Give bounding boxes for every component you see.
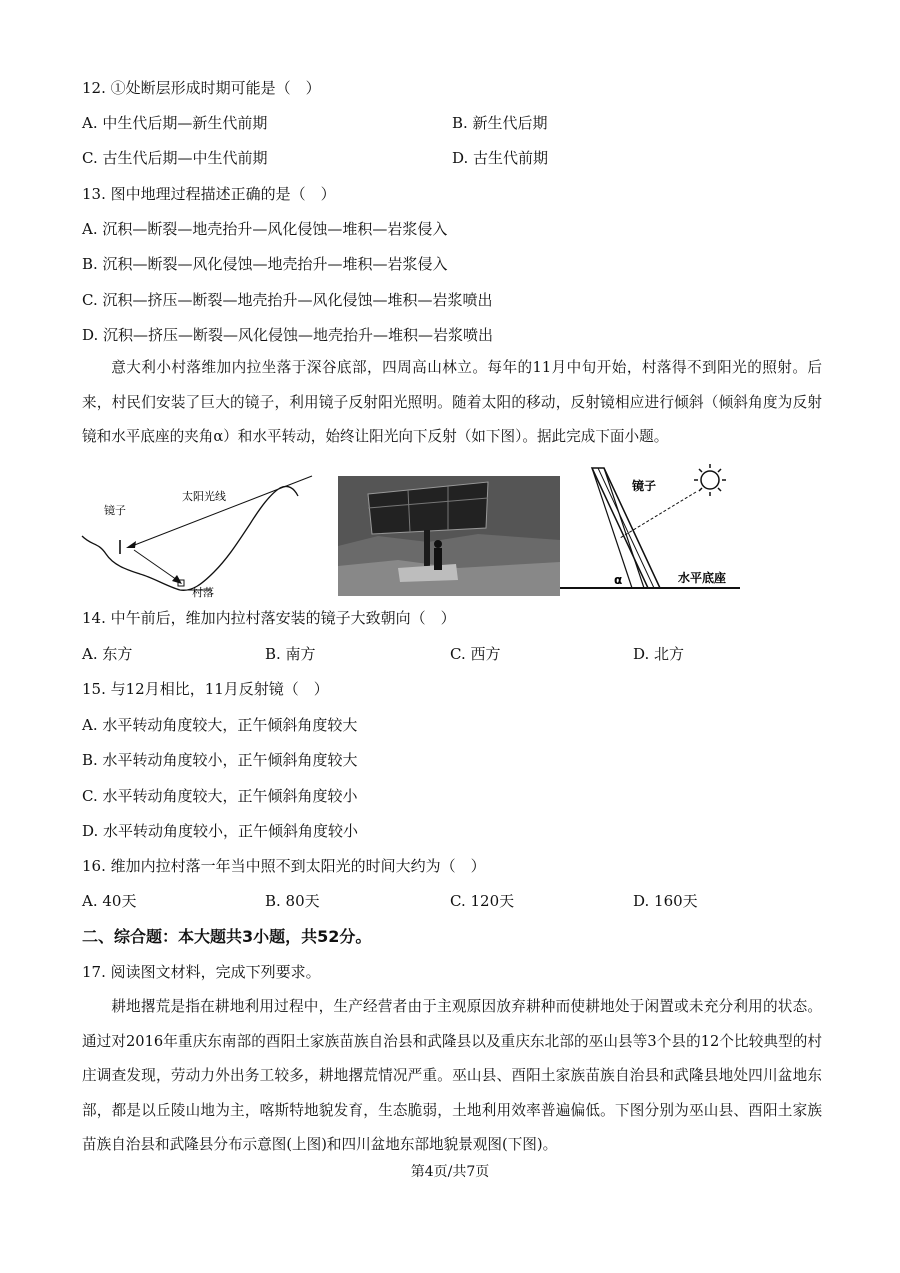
q15-option-c: C. 水平转动角度较大，正午倾斜角度较小 (82, 787, 358, 805)
q13-option-d: D. 沉积—挤压—断裂—风化侵蚀—地壳抬升—堆积—岩浆喷出 (82, 326, 494, 344)
section-heading: 二、综合题：本大题共3小题，共52分。 (82, 927, 372, 946)
q16-stem: 16. 维加内拉村落一年当中照不到太阳光的时间大约为（ ） (82, 857, 486, 875)
sun-ray-label: 太阳光线 (182, 490, 226, 503)
q15-option-d: D. 水平转动角度较小，正午倾斜角度较小 (82, 822, 359, 840)
mirror-photo (338, 476, 560, 596)
q13-stem: 13. 图中地理过程描述正确的是（ ） (82, 185, 336, 203)
q16-option-c: C. 120天 (450, 892, 515, 910)
q13-option-c: C. 沉积—挤压—断裂—地壳抬升—风化侵蚀—堆积—岩浆喷出 (82, 291, 493, 309)
village-label: 村落 (192, 586, 214, 599)
q17-stem: 17. 阅读图文材料，完成下列要求。 (82, 963, 321, 981)
q17-passage: 耕地撂荒是指在耕地利用过程中，生产经营者由于主观原因放弃耕种而使耕地处于闲置或未充分利用的状态。通过对2016年重庆东南部的酉阳土家族苗族自治县和武隆县以及重庆东北部的巫山县等3个县的12个比较典型的村庄调查发现，劳动力外出务工较多，耕地撂荒情况严重。巫山县、酉阳土家族苗族自治县和武隆县地处四川盆地东部，都是以丘陵山地为主，喀斯特地貌发育，生态脆弱，土地利用效率普遍偏低。下图分别为巫山县、酉阳土家族苗族自治县和武隆县分布示意图(上图)和四川盆地东部地貌景观图(下图)。 (82, 998, 822, 1153)
q14-option-b: B. 南方 (265, 645, 316, 663)
q13-option-b: B. 沉积—断裂—风化侵蚀—地壳抬升—堆积—岩浆侵入 (82, 255, 448, 273)
page-footer: 第4页/共7页 (410, 1164, 490, 1180)
alpha-label: α (614, 573, 623, 587)
q12-option-b: B. 新生代后期 (452, 114, 548, 132)
q14-stem: 14. 中午前后，维加内拉村落安装的镜子大致朝向（ ） (82, 609, 456, 627)
horizontal-base-label: 水平底座 (678, 571, 727, 585)
q15-stem: 15. 与12月相比，11月反射镜（ ） (82, 680, 329, 698)
mirror-passage: 意大利小村落维加内拉坐落于深谷底部，四周高山林立。每年的11月中旬开始，村落得不到阳光的照射。后来，村民们安装了巨大的镜子，利用镜子反射阳光照明。随着太阳的移动，反射镜相应进行倾斜（倾斜角度为反射镜和水平底座的夹角α）和水平转动，始终让阳光向下反射（如下图）。据此完成下面小题。 (82, 359, 822, 445)
q16-option-d: D. 160天 (633, 892, 698, 910)
diagram-mirror-label: 镜子 (632, 479, 657, 493)
q12-option-c: C. 古生代后期—中生代前期 (82, 149, 268, 167)
mirror-label: 镜子 (104, 504, 126, 517)
q15-option-a: A. 水平转动角度较大，正午倾斜角度较大 (82, 716, 358, 734)
q16-option-b: B. 80天 (265, 892, 320, 910)
q16-option-a: A. 40天 (82, 892, 137, 910)
q12-stem: 12. ①处断层形成时期可能是（ ） (82, 79, 321, 97)
q12-option-d: D. 古生代前期 (452, 149, 549, 167)
q15-option-b: B. 水平转动角度较小，正午倾斜角度较大 (82, 751, 358, 769)
q14-option-c: C. 西方 (450, 645, 501, 663)
q14-option-d: D. 北方 (633, 645, 685, 663)
q12-option-a: A. 中生代后期—新生代前期 (82, 114, 268, 132)
mirror-tilt-diagram (560, 462, 740, 596)
q13-option-a: A. 沉积—断裂—地壳抬升—风化侵蚀—堆积—岩浆侵入 (82, 220, 448, 238)
valley-sketch (80, 474, 340, 600)
q14-option-a: A. 东方 (82, 645, 133, 663)
